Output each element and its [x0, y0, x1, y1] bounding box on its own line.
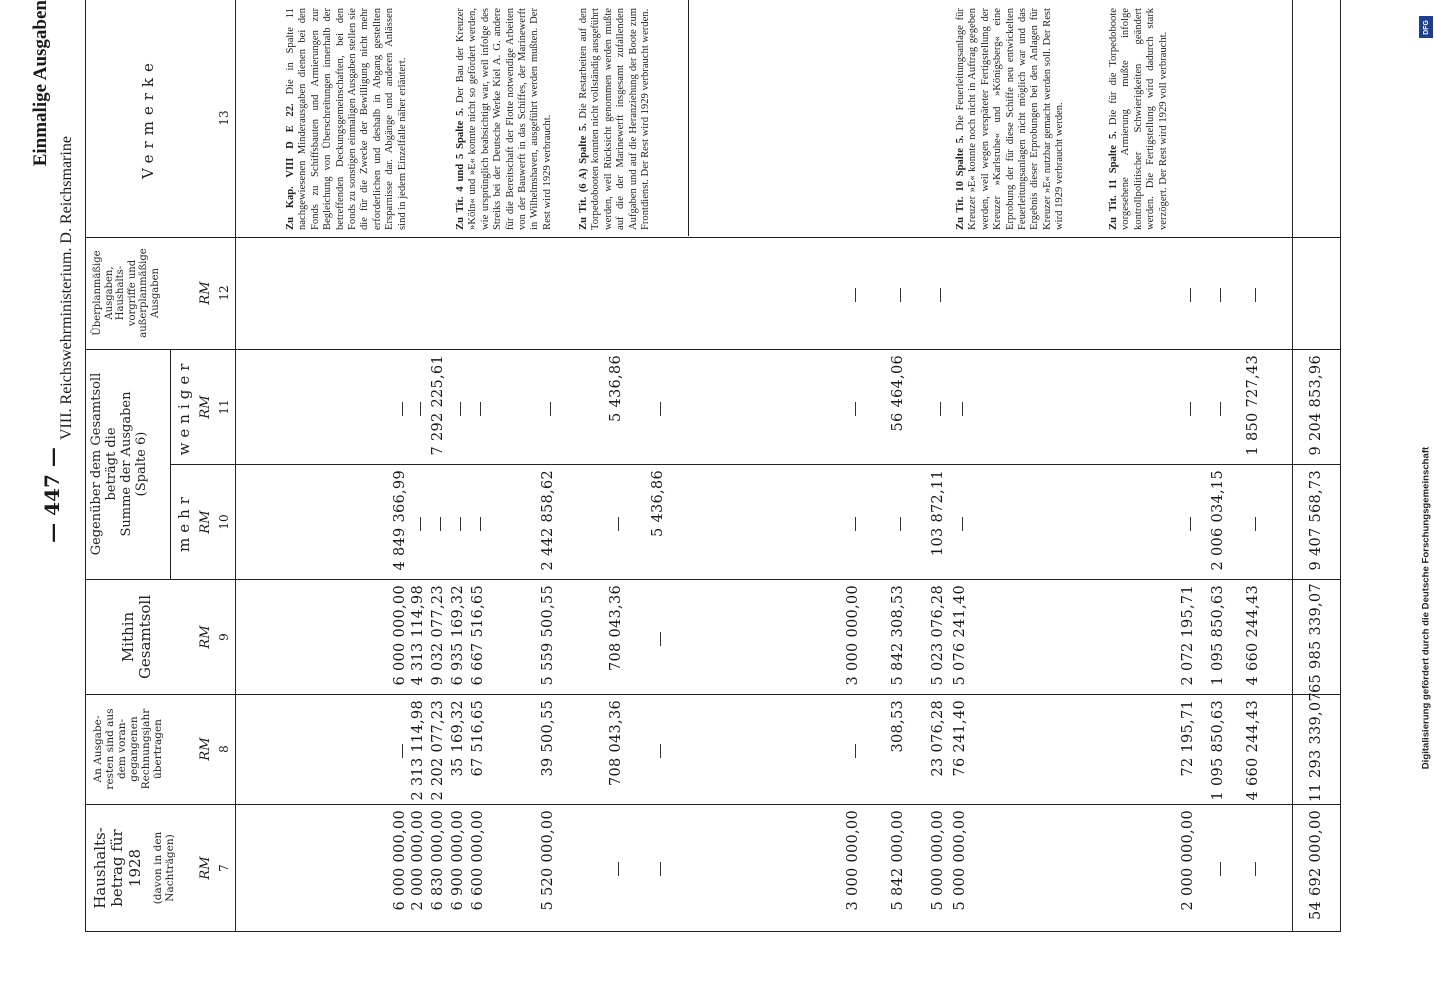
table-cell-dash — [855, 744, 856, 758]
table-cell-c9: 6 935 169,32 — [450, 585, 466, 686]
header-bottom-rule — [235, 0, 236, 932]
table-cell-c9: 5 076 241,40 — [952, 585, 968, 686]
table-cell-c11: 1 850 727,43 — [1245, 355, 1261, 456]
table-cell-dash — [480, 402, 481, 416]
table-cell-c7: 2 000 000,00 — [410, 810, 426, 911]
table-cell-c9: 6 000 000,00 — [392, 585, 408, 686]
table-cell-c7: 6 000 000,00 — [392, 810, 408, 911]
unit-col10: RM — [198, 510, 213, 534]
table-cell-dash — [1190, 288, 1191, 302]
table-cell-c11: 5 436,86 — [608, 355, 624, 422]
table-cell-dash — [402, 744, 403, 758]
remark-tit-10 — [955, 8, 1067, 230]
table-cell-c8: 39 500,55 — [540, 700, 556, 777]
total-col9: 65 985 339,07 — [1308, 583, 1324, 693]
table-cell-c9: 2 072 195,71 — [1180, 585, 1196, 686]
table-cell-dash — [940, 402, 941, 416]
table-cell-c10: 2 442 858,62 — [540, 470, 556, 571]
table-cell-c8: 72 195,71 — [1180, 700, 1196, 777]
table-cell-dash — [962, 402, 963, 416]
table-cell-c8: 308,53 — [890, 700, 906, 753]
remark-divider-1 — [688, 0, 689, 236]
table-cell-c7: 6 600 000,00 — [470, 810, 486, 911]
remark-tit-10-label: Zu Tit. 10 Spalte 5. — [955, 135, 966, 230]
total-col8: 11 293 339,07 — [1308, 692, 1324, 802]
table-cell-dash — [962, 517, 963, 531]
table-cell-c9: 5 842 308,53 — [890, 585, 906, 686]
unit-col9: RM — [198, 625, 213, 649]
table-cell-c9: 5 559 500,55 — [540, 585, 556, 686]
table-cell-dash — [440, 517, 441, 531]
col-rule-8-9 — [85, 694, 1340, 695]
table-cell-c7: 5 000 000,00 — [952, 810, 968, 911]
table-cell-dash — [1255, 288, 1256, 302]
table-cell-c8: 2 202 077,23 — [430, 700, 446, 801]
table-cell-dash — [402, 402, 403, 416]
section-heading: Einmalige Ausgaben — [30, 0, 51, 167]
table-cell-c9: 4 313 114,98 — [410, 585, 426, 686]
table-cell-c10: 2 006 034,15 — [1210, 470, 1226, 571]
table-cell-c7: 5 000 000,00 — [930, 810, 946, 911]
colno-8: 8 — [217, 745, 231, 753]
header-col7: Haushalts- betrag für 1928 — [91, 827, 144, 909]
section-title: VIII. Reichswehrministerium. D. Reichsmarine — [58, 136, 75, 440]
colno-7: 7 — [217, 864, 231, 872]
remark-tit-11 — [1108, 8, 1170, 230]
colno-10: 10 — [217, 514, 231, 530]
mehr-weniger-rule — [170, 350, 171, 580]
table-cell-c10: 5 436,86 — [650, 470, 666, 537]
remark-kap-viii-label: Zu Kap. VIII D E 22. — [285, 103, 296, 230]
table-cell-dash — [420, 517, 421, 531]
unit-col8: RM — [198, 737, 213, 761]
remark-tit-6a-text: Die Restarbeiten auf den Torpedobooten konnten nicht vollständig ausgeführt werden, weil Rücksicht genommen werden mußte auf die der Marinewerft insgesamt zufallenden Aufgaben und auf die Heranziehung der Boote zum Frontdienst. Der Rest wird 1929 verbraucht werden. — [578, 7, 652, 230]
digitization-caption-text: Digitalisierung gefördert durch die Deutsche Forschungsgemeinschaft — [1420, 446, 1432, 770]
remark-tit-6a — [578, 8, 652, 230]
colno-13: 13 — [217, 110, 231, 126]
col-rule-10-11 — [170, 464, 1340, 465]
colno-9: 9 — [217, 633, 231, 641]
table-cell-c9: 4 660 244,43 — [1245, 585, 1261, 686]
header-col13: Vermerke — [139, 57, 157, 179]
table-cell-dash — [1255, 862, 1256, 876]
remark-tit-4-5-label: Zu Tit. 4 und 5 Spalte 5. — [455, 107, 466, 230]
table-cell-dash — [855, 288, 856, 302]
header-col10: mehr — [175, 492, 193, 552]
table-cell-dash — [460, 517, 461, 531]
header-group-10-11: Gegenüber dem Gesamtsoll beträgt die Summe der Ausgaben (Spalte 6) — [89, 372, 149, 556]
unit-col7: RM — [198, 856, 213, 880]
table-cell-c10: 103 872,11 — [930, 470, 946, 557]
table-cell-c8: 708 043,36 — [608, 700, 624, 787]
totals-top-rule — [1292, 0, 1293, 932]
col-rule-left — [85, 931, 1340, 932]
table-cell-dash — [618, 862, 619, 876]
table-cell-c9: 3 000 000,00 — [845, 585, 861, 686]
table-cell-dash — [1220, 288, 1221, 302]
table-cell-c8: 1 095 850,63 — [1210, 700, 1226, 801]
table-cell-dash — [1255, 517, 1256, 531]
header-col12: Überplanmäßige Ausgaben, Haushalts- vorgriffe und außerplanmäßige Ausgaben — [92, 248, 161, 338]
header-col11: weniger — [175, 358, 193, 456]
table-cell-dash — [660, 862, 661, 876]
col-rule-7-8 — [85, 804, 1340, 805]
table-cell-dash — [550, 402, 551, 416]
unit-col12: RM — [198, 281, 213, 305]
remark-tit-11-label: Zu Tit. 11 Spalte 5. — [1108, 131, 1119, 230]
total-col7: 54 692 000,00 — [1308, 810, 1324, 920]
table-cell-c8: 4 660 244,43 — [1245, 700, 1261, 801]
table-cell-dash — [480, 517, 481, 531]
table-cell-c9: 9 032 077,23 — [430, 585, 446, 686]
table-cell-dash — [900, 288, 901, 302]
remark-tit-4-5 — [455, 8, 554, 230]
remark-tit-4-5-text: Der Bau der Kreuzer »Köln« und »E« konnte nicht so gefördert werden, wie ursprünglich beabsichtigt war, weil infolge des Streiks bei der Deutsche Werke Kiel A. G. andere für die Bereitschaft der Flotte notwendige Arbeiten von der Bauwerft in das Schiffes, der Marinewerft in Wilhelmshaven, ausgeführt werden mußten. Der Rest wird 1929 verbraucht. — [455, 7, 553, 230]
digitization-caption — [1418, 8, 1434, 998]
col-rule-9-10 — [85, 579, 1340, 580]
total-col10: 9 407 568,73 — [1308, 470, 1324, 571]
remark-kap-viii — [285, 8, 409, 230]
table-cell-c7: 6 900 000,00 — [450, 810, 466, 911]
table-cell-c8: 23 076,28 — [930, 700, 946, 777]
colno-11: 11 — [217, 399, 231, 415]
table-cell-c11: 7 292 225,61 — [430, 355, 446, 456]
table-cell-c11: 56 464,06 — [890, 355, 906, 432]
table-cell-dash — [855, 402, 856, 416]
table-cell-dash — [940, 288, 941, 302]
table-cell-c7: 2 000 000,00 — [1180, 810, 1196, 911]
col-rule-11-12 — [85, 349, 1340, 350]
table-cell-c7: 5 842 000,00 — [890, 810, 906, 911]
table-cell-dash — [1220, 862, 1221, 876]
table-cell-c7: 5 520 000,00 — [540, 810, 556, 911]
table-cell-c8: 76 241,40 — [952, 700, 968, 777]
table-cell-c8: 35 169,32 — [450, 700, 466, 777]
total-col11: 9 204 853,96 — [1308, 355, 1324, 456]
header-col9: Mithin Gesamtsoll — [119, 594, 155, 680]
table-cell-c7: 3 000 000,00 — [845, 810, 861, 911]
header-col8: An Ausgabe- resten sind aus dem voran- gegangenen Rechnungsjahr übertragen — [92, 708, 165, 790]
table-cell-dash — [420, 402, 421, 416]
table-top-rule — [85, 0, 86, 932]
table-cell-dash — [900, 517, 901, 531]
table-cell-dash — [460, 402, 461, 416]
remark-kap-viii-text: Die in Spalte 11 nachgewiesenen Minderausgaben dienen bei den Fonds zu Schiffsbauten und Armierungen zur Begleichung von Überschreitungen innerhalb der betreffenden Deckungsgemeinschaften, bei den Fonds zu sonstigen einmaligen Ausgaben stellen sie die für die Zwecke der Bewilligung nicht mehr erforderlichen und deshalb in Abgang gestellten Ersparnisse dar. Abgänge und anderen Anlässen sind in jedem Einzelfalle näher erläutert. — [285, 8, 408, 230]
table-cell-c9: 708 043,36 — [608, 585, 624, 672]
table-cell-dash — [1220, 402, 1221, 416]
col-rule-12-13 — [85, 237, 1340, 238]
table-cell-dash — [855, 517, 856, 531]
header-col7-sub: (davon in den Nachträgen) — [152, 831, 177, 905]
table-cell-dash — [1190, 402, 1191, 416]
table-bottom-rule — [1340, 0, 1341, 932]
table-cell-c9: 6 667 516,65 — [470, 585, 486, 686]
table-cell-c10: 4 849 366,99 — [392, 470, 408, 571]
dfg-logo: DFG — [1419, 16, 1433, 38]
table-cell-c9: 1 095 850,63 — [1210, 585, 1226, 686]
table-cell-dash — [1190, 517, 1191, 531]
remark-tit-11-text: Die für die Torpedoboote vorgesehene Armierung mußte infolge kontrollpolitischer Schwierigkeiten geändert werden. Die Fertigstellung wird dadurch stark verzögert. Der Rest wird 1929 voll verbraucht. — [1108, 8, 1169, 230]
unit-col11: RM — [198, 395, 213, 419]
remark-tit-6a-label: Zu Tit. (6 A) Spalte 5. — [578, 123, 589, 230]
table-cell-c9: 5 023 076,28 — [930, 585, 946, 686]
table-cell-dash — [618, 517, 619, 531]
table-cell-c7: 6 830 000,00 — [430, 810, 446, 911]
table-cell-dash — [660, 744, 661, 758]
remark-tit-10-text: Die Feuerleitungsanlage für Kreuzer »E« konnte noch nicht in Auftrag gegeben werden, weil wegen verspäteter Fertigstellung der Kreuzer »Karlsruhe« und »Königsberg« eine Erprobung der für diese Schiffe neu entwickelten Feuerleitungsanlagen nicht möglich war und das Ergebnis dieser Erprobungen bei den Anlagen für Kreuzer »E« nutzbar gemacht werden soll. Der Rest wird 1929 verbraucht werden. — [955, 8, 1066, 230]
colno-12: 12 — [217, 285, 231, 301]
table-cell-c8: 2 313 114,98 — [410, 700, 426, 801]
table-cell-dash — [660, 632, 661, 646]
table-cell-dash — [660, 402, 661, 416]
page-number: — 447 — — [40, 447, 64, 543]
table-cell-c8: 67 516,65 — [470, 700, 486, 777]
